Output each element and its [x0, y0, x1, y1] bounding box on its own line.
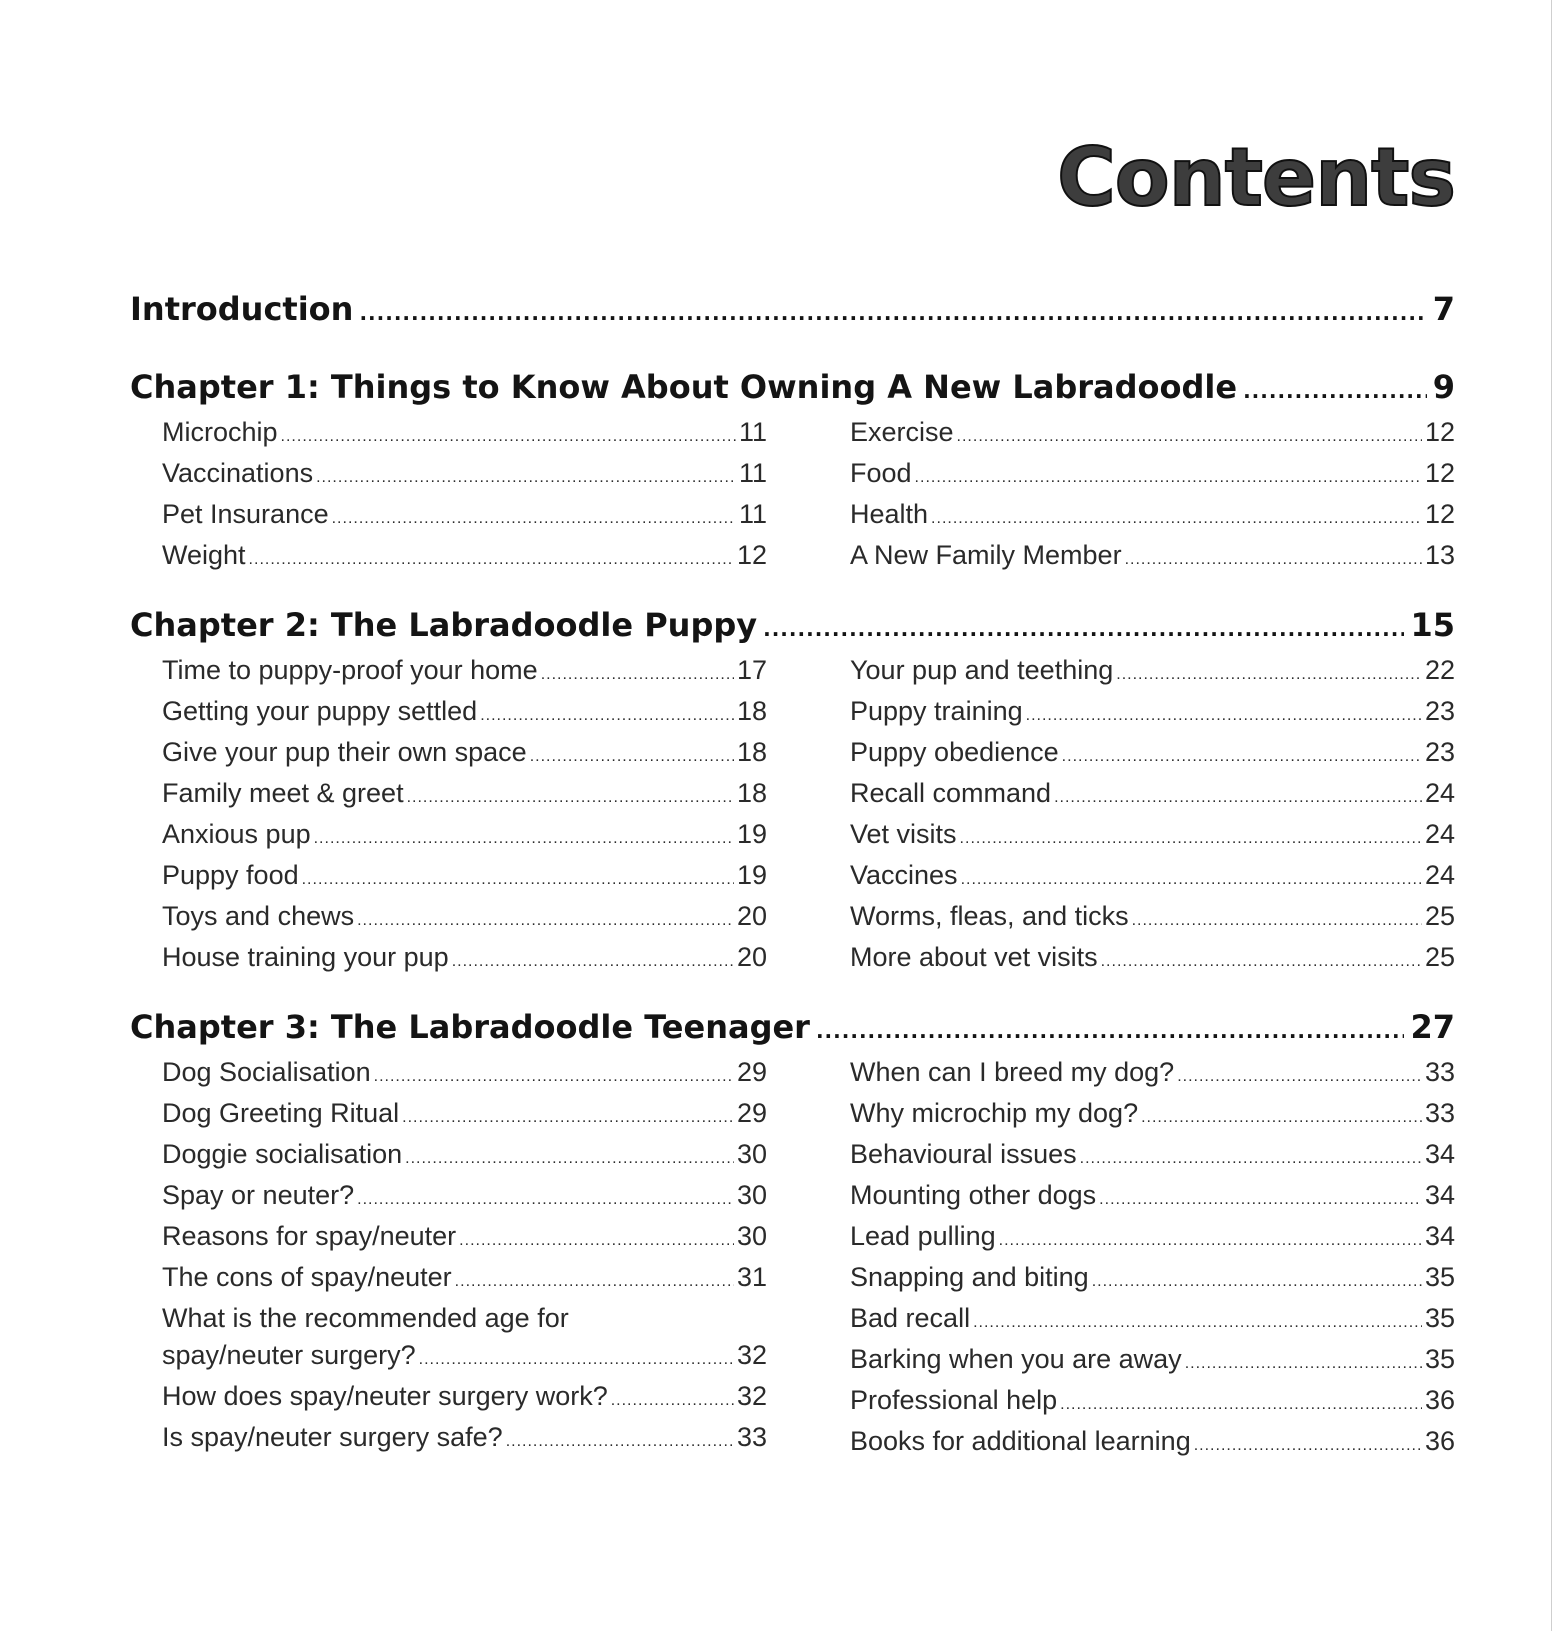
- dot-leader: [1062, 738, 1422, 775]
- toc-entry[interactable]: [162, 693, 767, 734]
- toc-entry[interactable]: [162, 734, 767, 775]
- entry-label: Dog Socialisation: [162, 1057, 371, 1087]
- chapter-title: Chapter 3: The Labradoodle Teenager: [130, 1008, 810, 1046]
- entry-label: Weight: [162, 540, 246, 570]
- entry-page: 12: [736, 540, 767, 570]
- entry-label: Puppy training: [850, 696, 1023, 726]
- entry-label: Books for additional learning: [850, 1426, 1191, 1456]
- dot-leader: [302, 861, 734, 898]
- toc-entry[interactable]: [850, 1136, 1455, 1177]
- chapter-heading[interactable]: [130, 1008, 1455, 1046]
- dot-leader: [419, 1341, 734, 1378]
- dot-leader: [763, 617, 1404, 641]
- dot-leader: [506, 1423, 734, 1460]
- dot-leader: [357, 902, 734, 939]
- dot-leader: [249, 541, 734, 578]
- entry-page: 24: [1424, 860, 1455, 890]
- entry-page: 25: [1424, 901, 1455, 931]
- toc-entry[interactable]: [850, 1054, 1455, 1095]
- entry-page: 24: [1424, 819, 1455, 849]
- entry-label: A New Family Member: [850, 540, 1122, 570]
- toc-entry[interactable]: [850, 857, 1455, 898]
- dot-leader: [816, 1019, 1405, 1043]
- left-column: [162, 414, 767, 578]
- entry-label: Puppy obedience: [850, 737, 1059, 767]
- toc-entry[interactable]: [850, 1423, 1455, 1464]
- toc-entry[interactable]: [162, 1095, 767, 1136]
- dot-leader: [541, 656, 734, 693]
- dot-leader: [931, 500, 1422, 537]
- toc-entry[interactable]: [162, 1337, 767, 1378]
- entry-page: 12: [1424, 458, 1455, 488]
- entry-page: 19: [736, 819, 767, 849]
- entry-page: 36: [1424, 1426, 1455, 1456]
- dot-leader: [452, 943, 734, 980]
- entry-page: 29: [736, 1098, 767, 1128]
- entry-label: Give your pup their own space: [162, 737, 527, 767]
- dot-leader: [359, 301, 1426, 325]
- dot-leader: [961, 861, 1422, 898]
- entry-page: 12: [1424, 417, 1455, 447]
- left-column: [162, 1054, 767, 1464]
- entry-page: 23: [1424, 696, 1455, 726]
- dot-leader: [1054, 779, 1422, 816]
- entry-label: When can I breed my dog?: [850, 1057, 1175, 1087]
- entry-label: More about vet visits: [850, 942, 1098, 972]
- chapter-title: Chapter 1: Things to Know About Owning A New Labradoodle: [130, 368, 1238, 406]
- toc-entry[interactable]: [162, 1259, 767, 1300]
- dot-leader: [1243, 379, 1427, 403]
- entry-label: Exercise: [850, 417, 954, 447]
- entry-page: 23: [1424, 737, 1455, 767]
- toc-entry[interactable]: [850, 496, 1455, 537]
- toc-entry[interactable]: [162, 1054, 767, 1095]
- dot-leader: [960, 820, 1422, 857]
- right-column: [850, 652, 1455, 980]
- entry-page: 22: [1424, 655, 1455, 685]
- entry-page: 35: [1424, 1344, 1455, 1374]
- entry-page: 18: [736, 737, 767, 767]
- entry-page: 30: [736, 1221, 767, 1251]
- dot-leader: [455, 1263, 734, 1300]
- dot-leader: [480, 697, 734, 734]
- entry-label: Professional help: [850, 1385, 1058, 1415]
- entry-label: Doggie socialisation: [162, 1139, 403, 1169]
- dot-leader: [314, 820, 734, 857]
- entry-label: Microchip: [162, 417, 278, 447]
- toc-entry[interactable]: [162, 652, 767, 693]
- entry-label: Puppy food: [162, 860, 299, 890]
- entry-page: 29: [736, 1057, 767, 1087]
- toc-entry[interactable]: [162, 939, 767, 980]
- entry-label: Snapping and biting: [850, 1262, 1089, 1292]
- toc-entry[interactable]: [162, 414, 767, 455]
- toc-entry[interactable]: [850, 1382, 1455, 1423]
- toc-entry[interactable]: [162, 898, 767, 939]
- entry-label: Food: [850, 458, 912, 488]
- dot-leader: [1080, 1140, 1422, 1177]
- entry-page: 17: [736, 655, 767, 685]
- chapter-entries: [130, 652, 1455, 980]
- toc-entry[interactable]: [850, 455, 1455, 496]
- toc-entry[interactable]: [162, 1177, 767, 1218]
- entry-page: 34: [1424, 1221, 1455, 1251]
- entry-page: 32: [736, 1381, 767, 1411]
- intro-label: Introduction: [130, 290, 354, 328]
- toc-entry[interactable]: [850, 1259, 1455, 1300]
- dot-leader: [1092, 1263, 1422, 1300]
- entry-label: House training your pup: [162, 942, 449, 972]
- entry-label: Reasons for spay/neuter: [162, 1221, 457, 1251]
- toc-entry[interactable]: [850, 537, 1455, 578]
- toc-entry[interactable]: [850, 939, 1455, 980]
- entry-label: Spay or neuter?: [162, 1180, 355, 1210]
- entry-label: Why microchip my dog?: [850, 1098, 1139, 1128]
- entry-page: 33: [1424, 1057, 1455, 1087]
- dot-leader: [915, 459, 1422, 496]
- page-title: Contents: [1057, 131, 1455, 224]
- entry-page: 12: [1424, 499, 1455, 529]
- dot-leader: [1125, 541, 1422, 578]
- chapter-page: 15: [1410, 606, 1455, 644]
- dot-leader: [1026, 697, 1422, 734]
- dot-leader: [402, 1099, 734, 1136]
- dot-leader: [357, 1181, 734, 1218]
- dot-leader: [374, 1058, 734, 1095]
- toc-entry[interactable]: [850, 1095, 1455, 1136]
- entry-label: Bad recall: [850, 1303, 971, 1333]
- entry-page: 35: [1424, 1303, 1455, 1333]
- toc-entry[interactable]: [850, 898, 1455, 939]
- entry-label: Anxious pup: [162, 819, 311, 849]
- dot-leader: [1194, 1427, 1422, 1464]
- entry-label: Toys and chews: [162, 901, 355, 931]
- entry-label: Health: [850, 499, 929, 529]
- page-edge: [1551, 0, 1552, 1631]
- toc-entry[interactable]: [850, 775, 1455, 816]
- toc-entry[interactable]: [850, 816, 1455, 857]
- toc-entry[interactable]: [850, 652, 1455, 693]
- dot-leader: [316, 459, 736, 496]
- toc-entry[interactable]: [850, 414, 1455, 455]
- entry-label: Dog Greeting Ritual: [162, 1098, 400, 1128]
- toc-entry[interactable]: [850, 1177, 1455, 1218]
- entry-page: 20: [736, 901, 767, 931]
- chapter-entries: [130, 1054, 1455, 1464]
- dot-leader: [1132, 902, 1422, 939]
- dot-leader: [1141, 1099, 1422, 1136]
- chapter-page: 27: [1410, 1008, 1455, 1046]
- table-of-contents: [130, 290, 1455, 1492]
- chapter-heading[interactable]: [130, 606, 1455, 644]
- entry-label: Recall command: [850, 778, 1052, 808]
- entry-label: Vaccines: [850, 860, 958, 890]
- right-column: [850, 414, 1455, 578]
- chapter-heading[interactable]: [130, 368, 1455, 406]
- entry-page: 19: [736, 860, 767, 890]
- toc-entry[interactable]: [850, 1218, 1455, 1259]
- intro-entry[interactable]: [130, 290, 1455, 328]
- entry-label: spay/neuter surgery?: [162, 1340, 416, 1370]
- entry-label: Worms, fleas, and ticks: [850, 901, 1129, 931]
- dot-leader: [1060, 1386, 1422, 1423]
- toc-entry[interactable]: [162, 1419, 767, 1460]
- chapter-entries: [130, 414, 1455, 578]
- entry-page: 11: [738, 499, 767, 529]
- entry-page: 13: [1424, 540, 1455, 570]
- entry-page: 25: [1424, 942, 1455, 972]
- dot-leader: [999, 1222, 1422, 1259]
- toc-entry[interactable]: [162, 1136, 767, 1177]
- entry-label: Getting your puppy settled: [162, 696, 478, 726]
- toc-entry-first-line[interactable]: [162, 1300, 767, 1337]
- toc-entry[interactable]: [162, 1218, 767, 1259]
- entry-page: 20: [736, 942, 767, 972]
- entry-page: 24: [1424, 778, 1455, 808]
- entry-label: Time to puppy-proof your home: [162, 655, 538, 685]
- dot-leader: [530, 738, 734, 775]
- entry-page: 30: [736, 1180, 767, 1210]
- entry-label: Family meet & greet: [162, 778, 404, 808]
- entry-page: 33: [736, 1422, 767, 1452]
- chapter-2: [130, 606, 1455, 980]
- entry-label: Pet Insurance: [162, 499, 329, 529]
- chapter-1: [130, 368, 1455, 578]
- entry-label: The cons of spay/neuter: [162, 1262, 452, 1292]
- entry-label: Is spay/neuter surgery safe?: [162, 1422, 503, 1452]
- entry-label: What is the recommended age for: [162, 1303, 569, 1333]
- dot-leader: [1185, 1345, 1422, 1382]
- entry-label: Vaccinations: [162, 458, 314, 488]
- toc-entry[interactable]: [162, 816, 767, 857]
- dot-leader: [1101, 943, 1422, 980]
- left-column: [162, 652, 767, 980]
- toc-entry[interactable]: [850, 1341, 1455, 1382]
- entry-page: 18: [736, 778, 767, 808]
- toc-entry[interactable]: [850, 693, 1455, 734]
- entry-page: 34: [1424, 1139, 1455, 1169]
- dot-leader: [1177, 1058, 1422, 1095]
- right-column: [850, 1054, 1455, 1464]
- dot-leader: [973, 1304, 1422, 1341]
- toc-entry[interactable]: [162, 455, 767, 496]
- entry-label: Barking when you are away: [850, 1344, 1182, 1374]
- entry-page: 33: [1424, 1098, 1455, 1128]
- dot-leader: [459, 1222, 734, 1259]
- dot-leader: [1099, 1181, 1422, 1218]
- entry-label: Lead pulling: [850, 1221, 996, 1251]
- entry-page: 18: [736, 696, 767, 726]
- dot-leader: [957, 418, 1422, 455]
- entry-label: Mounting other dogs: [850, 1180, 1097, 1210]
- intro-page: 7: [1432, 290, 1455, 328]
- entry-page: 35: [1424, 1262, 1455, 1292]
- dot-leader: [611, 1382, 734, 1419]
- toc-entry[interactable]: [162, 1378, 767, 1419]
- entry-page: 34: [1424, 1180, 1455, 1210]
- toc-entry[interactable]: [162, 775, 767, 816]
- dot-leader: [1116, 656, 1422, 693]
- entry-label: How does spay/neuter surgery work?: [162, 1381, 608, 1411]
- entry-page: 31: [736, 1262, 767, 1292]
- toc-entry[interactable]: [162, 537, 767, 578]
- dot-leader: [281, 418, 736, 455]
- toc-entry[interactable]: [162, 496, 767, 537]
- entry-label: Vet visits: [850, 819, 957, 849]
- dot-leader: [407, 779, 734, 816]
- dot-leader: [332, 500, 736, 537]
- toc-entry[interactable]: [162, 857, 767, 898]
- entry-page: 32: [736, 1340, 767, 1370]
- dot-leader: [405, 1140, 734, 1177]
- entry-page: 36: [1424, 1385, 1455, 1415]
- chapter-3: [130, 1008, 1455, 1464]
- toc-entry[interactable]: [850, 1300, 1455, 1341]
- entry-label: Behavioural issues: [850, 1139, 1077, 1169]
- entry-page: 11: [738, 458, 767, 488]
- chapter-title: Chapter 2: The Labradoodle Puppy: [130, 606, 758, 644]
- toc-entry[interactable]: [850, 734, 1455, 775]
- entry-label: Your pup and teething: [850, 655, 1114, 685]
- entry-page: 11: [738, 417, 767, 447]
- chapter-page: 9: [1432, 368, 1455, 406]
- entry-page: 30: [736, 1139, 767, 1169]
